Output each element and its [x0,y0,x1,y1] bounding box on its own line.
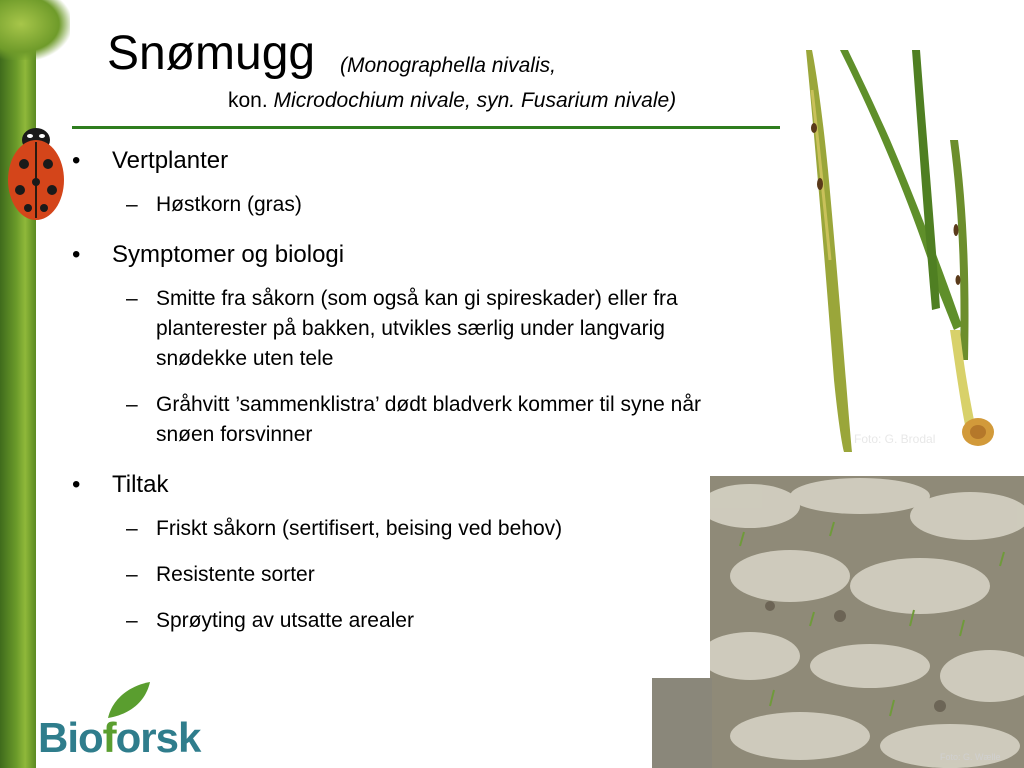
sub-bullet-text: Smitte fra såkorn (som også kan gi spireskader) eller fra planterester på bakken, utvikles særlig under langvarig snødekke uten tele [156,287,678,370]
sub-bullet-item [72,560,752,590]
sub-bullet-item [72,390,736,450]
sub-bullet-mark: – [126,393,138,416]
sub-bullet-text: Resistente sorter [156,563,315,586]
infected-leaves-photo [800,50,1004,452]
title-synonyms [228,89,676,113]
logo-text-a: Bio [38,714,103,761]
bullet-item [72,240,752,270]
logo-text-c: orsk [115,714,201,761]
leaves-illustration [800,50,1004,452]
title-divider [72,126,780,129]
snow-mould-field-photo-edge [652,678,712,768]
slide-title: Snømugg [107,27,316,80]
bullet-label: Vertplanter [112,147,229,174]
sub-bullet-text: Høstkorn (gras) [156,193,302,216]
title-synonyms-names: Microdochium nivale, syn. Fusarium nivale) [273,89,677,112]
sub-bullet-item [72,606,752,636]
sub-bullet-item [72,190,752,220]
bullet-label: Tiltak [112,471,169,498]
field-illustration [710,476,1024,768]
sub-bullet-item [72,284,716,374]
bioforsk-logo [38,680,201,761]
bullet-list [72,146,752,636]
title-scientific-name: (Monographella nivalis, [340,54,556,77]
bullet-label: Symptomer og biologi [112,241,345,268]
bullet-mark: • [72,471,81,498]
bullet-item [72,146,752,176]
logo-text-b: f [102,714,116,761]
photo-credit: Foto: G. Brodal [854,432,936,446]
snow-mould-field-photo [710,476,1024,768]
bullet-mark: • [72,241,81,268]
title-synonyms-prefix: kon. [228,89,274,112]
bullet-mark: • [72,147,81,174]
sub-bullet-mark: – [126,609,138,632]
photo-credit: Foto: G. Wælle [940,752,1001,762]
sub-bullet-mark: – [126,517,138,540]
sub-bullet-text: Sprøyting av utsatte arealer [156,609,414,632]
ladybug-image [4,112,68,224]
decorative-leaf [0,0,70,60]
sub-bullet-mark: – [126,287,138,310]
sub-bullet-item [72,514,752,544]
sub-bullet-text: Gråhvitt ’sammenklistra’ dødt bladverk kommer til syne når snøen forsvinner [156,393,702,446]
sub-bullet-mark: – [126,193,138,216]
sub-bullet-text: Friskt såkorn (sertifisert, beising ved behov) [156,517,563,540]
bullet-item [72,470,752,500]
logo-wordmark [38,714,200,762]
sub-bullet-mark: – [126,563,138,586]
